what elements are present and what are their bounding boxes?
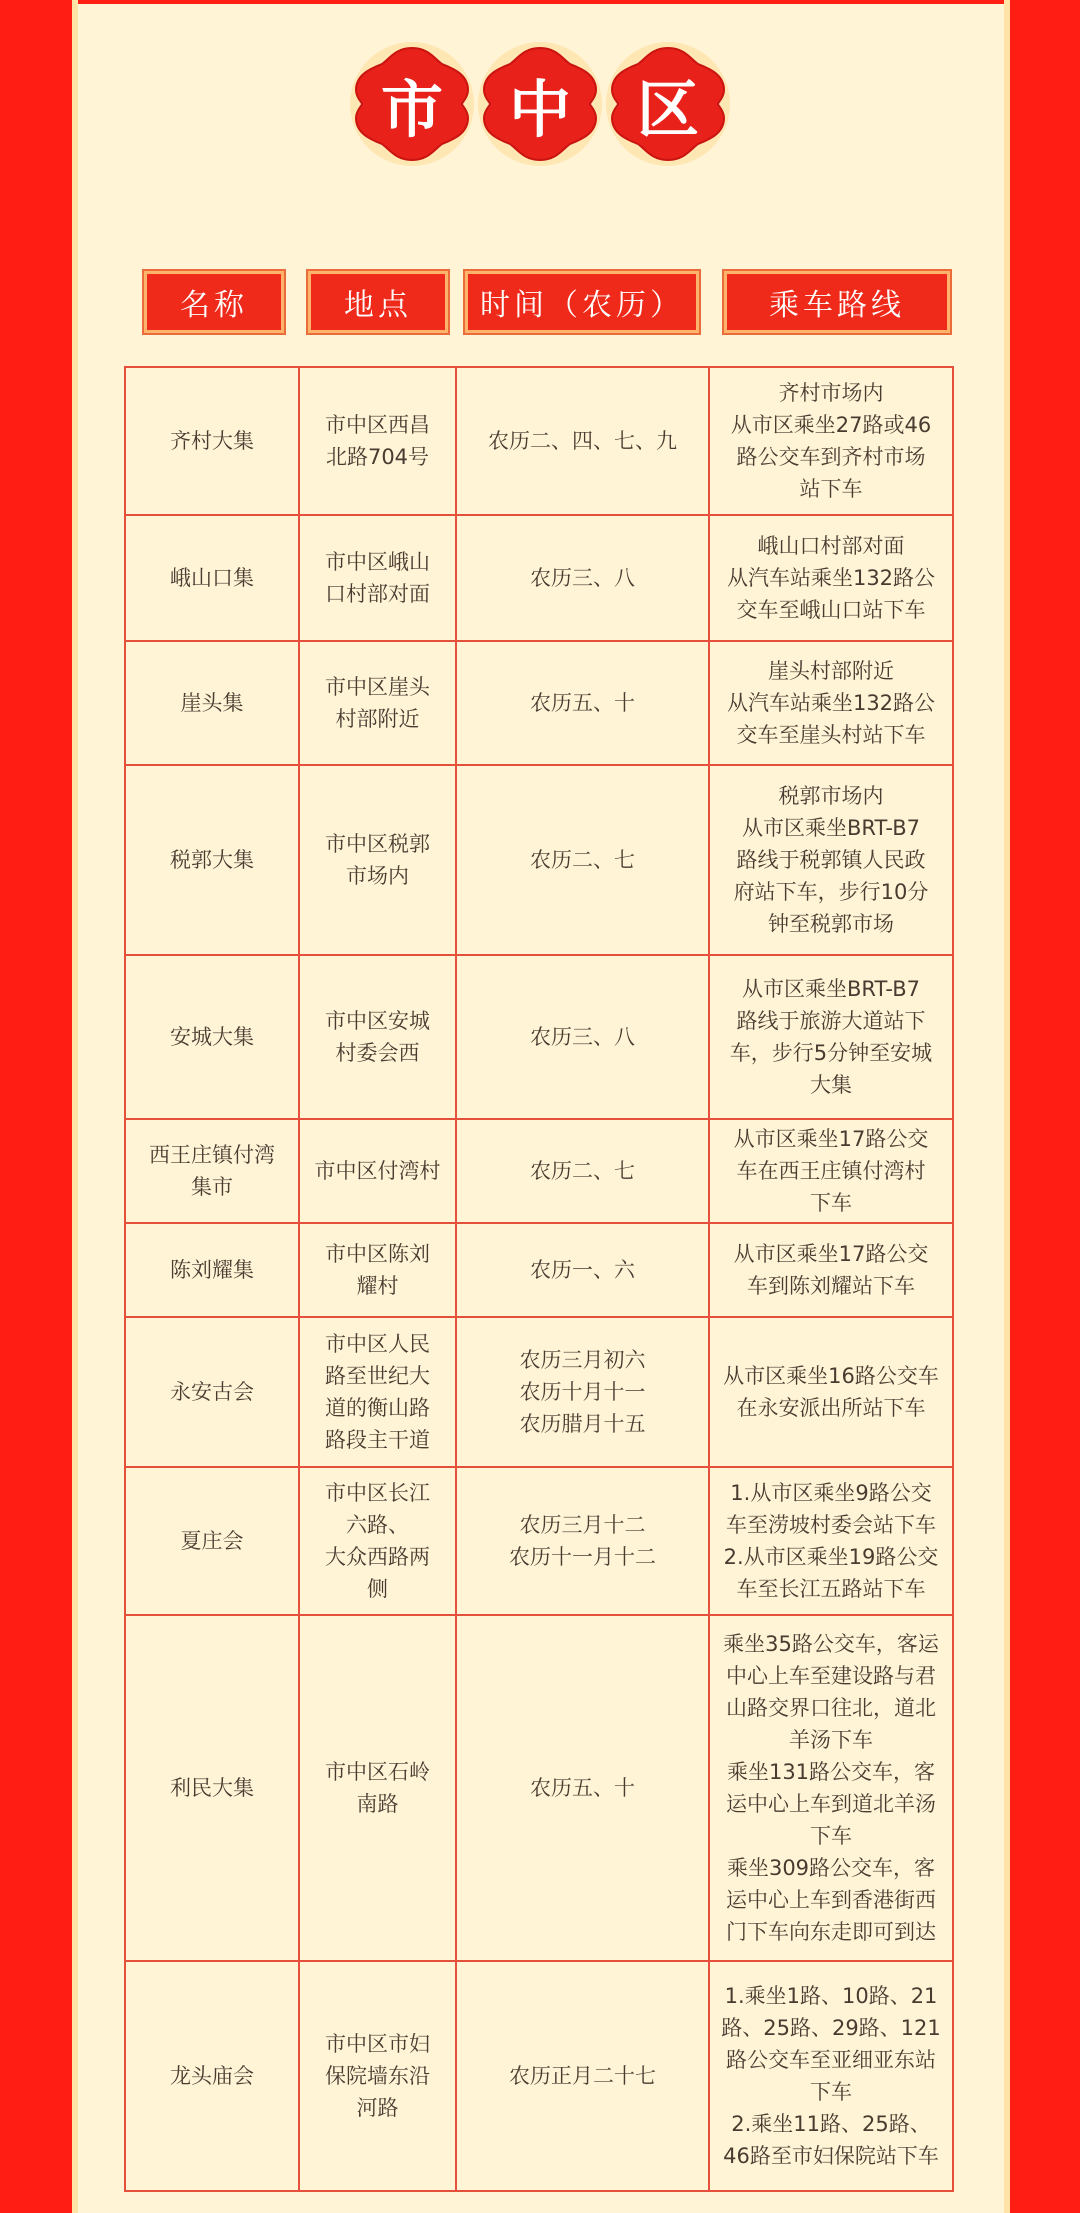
cell-time — [456, 1615, 709, 1961]
cell-line: 农历腊月十五 — [519, 1412, 646, 1436]
cell-line: 府站下车，步行10分 — [733, 880, 929, 904]
table-row — [125, 367, 953, 515]
cell-name — [125, 1615, 299, 1961]
cell-time — [456, 765, 709, 955]
cell-place — [299, 1223, 456, 1317]
cell-line: 农历三月初六 — [519, 1348, 646, 1372]
table-row — [125, 1615, 953, 1961]
cell-line: 从汽车站乘坐132路公 — [726, 566, 936, 590]
cell-place — [299, 765, 456, 955]
cell-place — [299, 1615, 456, 1961]
cell-name — [125, 955, 299, 1119]
table-row — [125, 1467, 953, 1615]
cell-line: 从市区乘坐27路或46 — [730, 413, 932, 437]
table-row — [125, 1961, 953, 2191]
table-row — [125, 641, 953, 765]
cell-line: 市中区陈刘 — [325, 1242, 430, 1266]
cell-name — [125, 367, 299, 515]
cell-line: 路段主干道 — [325, 1428, 430, 1452]
cell-line: 门下车向东走即可到达 — [726, 1920, 936, 1944]
district-title — [330, 22, 750, 182]
cell-line: 安城大集 — [170, 1025, 254, 1049]
cell-line: 侧 — [367, 1577, 388, 1601]
cell-time — [456, 1317, 709, 1467]
cell-line: 羊汤下车 — [789, 1728, 873, 1752]
cell-line: 市中区安城 — [325, 1009, 430, 1033]
cell-line: 2.乘坐11路、25路、 — [731, 2112, 931, 2136]
cell-route — [709, 367, 953, 515]
cell-line: 西王庄镇付湾 — [149, 1143, 275, 1167]
cell-time — [456, 1223, 709, 1317]
cell-line: 峨山口村部对面 — [757, 534, 905, 558]
cell-line: 崖头村部附近 — [768, 659, 894, 683]
cell-place — [299, 1961, 456, 2191]
cell-time — [456, 515, 709, 641]
cell-place — [299, 955, 456, 1119]
cell-time — [456, 1961, 709, 2191]
cell-line: 市场内 — [346, 864, 409, 888]
column-headers — [0, 271, 1080, 337]
cell-time — [456, 367, 709, 515]
cell-line: 市中区峨山 — [325, 550, 430, 574]
cell-line: 市中区长江 — [325, 1481, 430, 1505]
cell-line: 永安古会 — [170, 1380, 254, 1404]
cell-line: 路线于税郭镇人民政 — [736, 848, 926, 872]
cell-line: 崖头集 — [180, 691, 244, 715]
cell-line: 车，步行5分钟至安城 — [729, 1041, 933, 1065]
cell-line: 从汽车站乘坐132路公 — [726, 691, 936, 715]
cell-line: 大众西路两 — [325, 1545, 430, 1569]
title-char: 区 — [636, 72, 699, 146]
cell-place — [299, 1119, 456, 1223]
header-route: 乘车路线 — [724, 271, 950, 333]
cell-line: 村部附近 — [335, 707, 420, 731]
cell-line: 农历二、四、七、九 — [488, 429, 677, 453]
table-row — [125, 1119, 953, 1223]
header-place: 地点 — [308, 271, 448, 333]
cell-line: 农历二、七 — [530, 848, 635, 872]
cell-line: 村委会西 — [335, 1041, 420, 1065]
cell-line: 46路至市妇保院站下车 — [723, 2144, 939, 2168]
cell-line: 从市区乘坐17路公交 — [733, 1127, 929, 1151]
cell-line: 市中区税郭 — [325, 832, 430, 856]
cell-line: 从市区乘坐BRT-B7 — [742, 816, 920, 840]
cell-place — [299, 1467, 456, 1615]
cell-name — [125, 765, 299, 955]
cell-line: 从市区乘坐16路公交车 — [723, 1364, 939, 1388]
cell-line: 保院墙东沿 — [325, 2064, 430, 2088]
cell-line: 峨山口集 — [170, 566, 254, 590]
title-medal — [470, 34, 610, 174]
cell-line: 路线于旅游大道站下 — [736, 1009, 926, 1033]
table-row — [125, 955, 953, 1119]
cell-line: 车到陈刘耀站下车 — [747, 1274, 915, 1298]
cell-line: 税郭大集 — [170, 848, 254, 872]
cell-name — [125, 1223, 299, 1317]
cell-line: 北路704号 — [325, 445, 430, 469]
cell-line: 南路 — [356, 1792, 399, 1816]
cell-route — [709, 765, 953, 955]
cell-time — [456, 641, 709, 765]
table-row — [125, 1223, 953, 1317]
cell-time — [456, 1119, 709, 1223]
cell-line: 齐村市场内 — [778, 381, 884, 405]
cell-line: 车在西王庄镇付湾村 — [736, 1159, 926, 1183]
market-table — [124, 366, 954, 2192]
cell-line: 齐村大集 — [170, 429, 254, 453]
cell-line: 陈刘耀集 — [170, 1258, 254, 1282]
cell-line: 集市 — [191, 1175, 233, 1199]
cell-line: 下车 — [810, 1824, 852, 1848]
cell-line: 乘坐131路公交车，客 — [726, 1760, 936, 1784]
cell-name — [125, 1467, 299, 1615]
cell-time — [456, 955, 709, 1119]
cell-line: 山路交界口往北，道北 — [726, 1696, 936, 1720]
cell-line: 农历正月二十七 — [509, 2064, 656, 2088]
cell-line: 市中区石岭 — [325, 1760, 430, 1784]
cell-line: 1.从市区乘坐9路公交 — [730, 1481, 932, 1505]
cell-line: 车至涝坡村委会站下车 — [726, 1513, 936, 1537]
cell-line: 口村部对面 — [325, 582, 430, 606]
cell-route — [709, 1317, 953, 1467]
cell-name — [125, 1961, 299, 2191]
cell-line: 六路、 — [346, 1513, 409, 1537]
cell-time — [456, 1467, 709, 1615]
title-char: 市 — [380, 72, 443, 146]
cell-name — [125, 515, 299, 641]
table-row — [125, 515, 953, 641]
cell-line: 路公交车到齐村市场 — [736, 445, 926, 469]
cell-line: 市中区市妇 — [325, 2032, 430, 2056]
cell-route — [709, 515, 953, 641]
cell-place — [299, 367, 456, 515]
cell-line: 1.乘坐1路、10路、21 — [724, 1984, 938, 2008]
title-char: 中 — [508, 72, 571, 146]
cell-line: 耀村 — [356, 1274, 399, 1298]
cell-line: 下车 — [810, 2080, 852, 2104]
cell-route — [709, 1223, 953, 1317]
cell-line: 农历三、八 — [530, 566, 635, 590]
cell-route — [709, 1467, 953, 1615]
cell-line: 路、25路、29路、121 — [721, 2016, 941, 2040]
cell-line: 站下车 — [799, 477, 863, 501]
cell-name — [125, 641, 299, 765]
cell-line: 车至长江五路站下车 — [736, 1577, 926, 1601]
cell-place — [299, 515, 456, 641]
table-row — [125, 765, 953, 955]
cell-line: 夏庄会 — [180, 1529, 244, 1553]
cell-place — [299, 1317, 456, 1467]
cell-line: 下车 — [810, 1191, 852, 1215]
cell-line: 农历三、八 — [530, 1025, 635, 1049]
cell-line: 税郭市场内 — [778, 784, 884, 808]
cell-line: 河路 — [356, 2096, 399, 2120]
cell-line: 农历一、六 — [530, 1258, 635, 1282]
cell-line: 龙头庙会 — [170, 2064, 254, 2088]
cell-line: 乘坐309路公交车，客 — [726, 1856, 936, 1880]
cell-line: 市中区崖头 — [325, 675, 430, 699]
cell-line: 市中区付湾村 — [314, 1159, 441, 1183]
cell-route — [709, 1119, 953, 1223]
cell-line: 市中区人民 — [325, 1332, 430, 1356]
cell-line: 中心上车至建设路与君 — [726, 1664, 936, 1688]
header-time: 时间（农历） — [465, 271, 699, 333]
cell-line: 运中心上车到香港街西 — [726, 1888, 936, 1912]
header-name: 名称 — [144, 271, 284, 333]
cell-line: 利民大集 — [170, 1776, 254, 1800]
cell-line: 农历五、十 — [530, 1776, 635, 1800]
cell-line: 农历十月十一 — [519, 1380, 646, 1404]
cell-place — [299, 641, 456, 765]
cell-line: 大集 — [810, 1073, 852, 1097]
cell-line: 农历三月十二 — [519, 1513, 646, 1537]
cell-route — [709, 1615, 953, 1961]
cell-line: 乘坐35路公交车，客运 — [723, 1632, 939, 1656]
title-medal — [342, 34, 482, 174]
title-medal — [598, 34, 738, 174]
cell-line: 农历二、七 — [530, 1159, 635, 1183]
cell-line: 农历五、十 — [530, 691, 635, 715]
cell-route — [709, 955, 953, 1119]
cell-line: 从市区乘坐BRT-B7 — [742, 977, 920, 1001]
cell-name — [125, 1317, 299, 1467]
cell-line: 道的衡山路 — [325, 1396, 430, 1420]
cell-line: 交车至峨山口站下车 — [736, 598, 926, 622]
cell-line: 运中心上车到道北羊汤 — [726, 1792, 936, 1816]
cell-line: 路公交车至亚细亚东站 — [726, 2048, 936, 2072]
cell-line: 路至世纪大 — [325, 1364, 430, 1388]
cell-line: 农历十一月十二 — [509, 1545, 656, 1569]
cell-line: 从市区乘坐17路公交 — [733, 1242, 929, 1266]
cell-line: 交车至崖头村站下车 — [736, 723, 926, 747]
cell-line: 钟至税郭市场 — [768, 912, 894, 936]
table-row — [125, 1317, 953, 1467]
cell-route — [709, 1961, 953, 2191]
cell-line: 2.从市区乘坐19路公交 — [723, 1545, 939, 1569]
cell-route — [709, 641, 953, 765]
cell-line: 在永安派出所站下车 — [736, 1396, 926, 1420]
cell-line: 市中区西昌 — [325, 413, 430, 437]
cell-name — [125, 1119, 299, 1223]
